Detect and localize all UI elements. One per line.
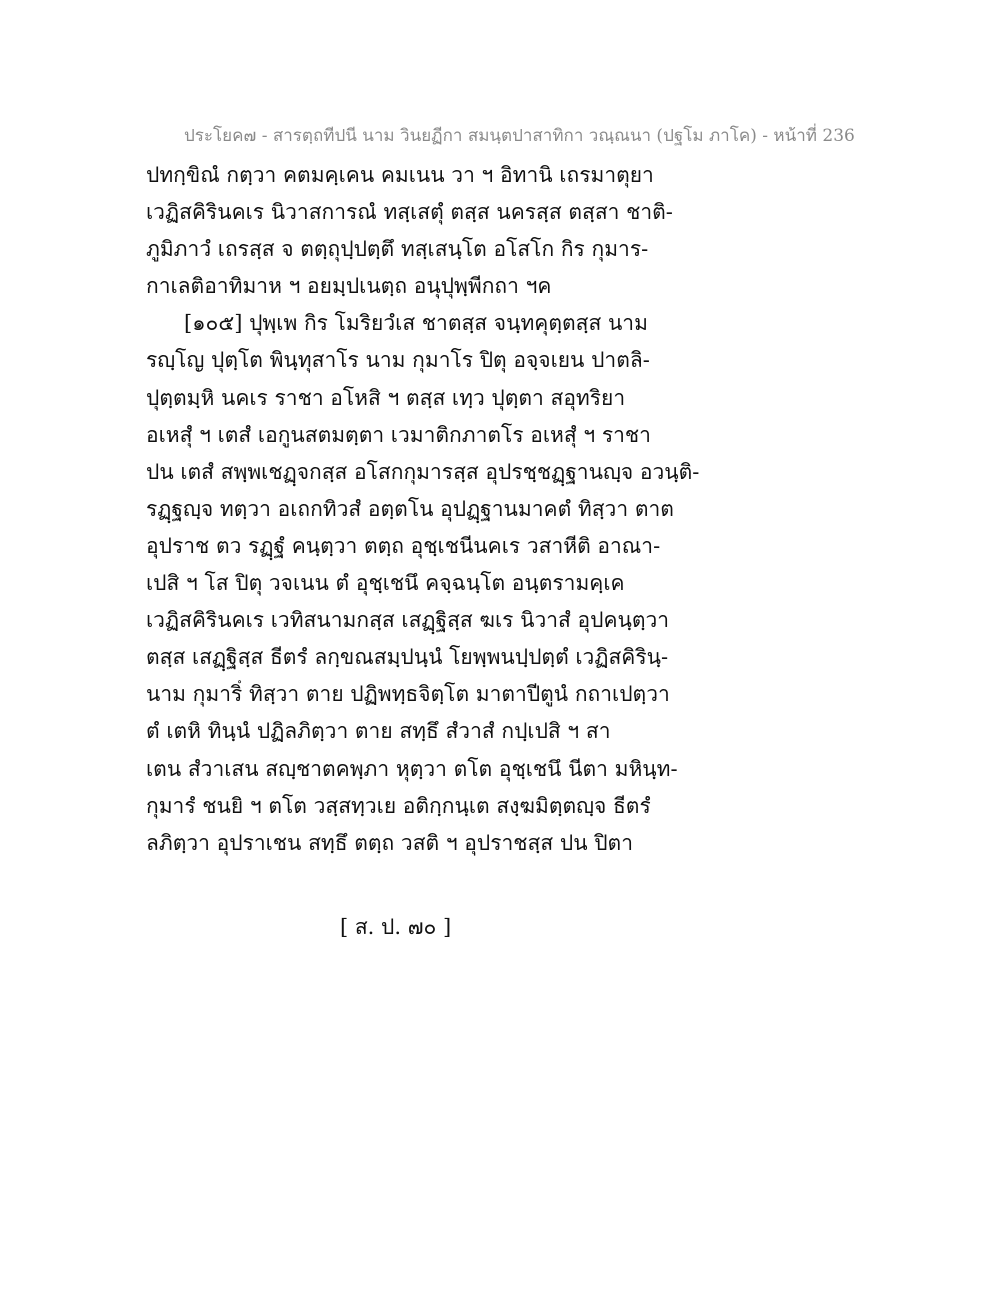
paragraph-105 <box>146 305 846 861</box>
text-line: ลภิตฺวา อุปราเชน สทฺธึ ตตฺถ วสติ ฯ อุปราชสฺส ปน ปิตา <box>146 830 633 855</box>
body-text <box>146 157 846 862</box>
text-line: เปสิ ฯ โส ปิตุ วจเนน ตํ อุชฺเชนึ คจฺฉนฺโต อนฺตรามคฺเค <box>146 571 625 596</box>
text-line: อเหสุํ ฯ เตสํ เอกูนสตมตฺตา เวมาติกภาตโร อเหสุํ ฯ ราชา <box>146 422 651 447</box>
text-line: ภูมิภาวํ เถรสฺส จ ตตฺถุปฺปตฺตึ ทสฺเสนฺโต อโสโก กิร กุมาร- <box>146 237 649 262</box>
text-line: ปน เตสํ สพฺพเชฏฺจกสฺส อโสกกุมารสฺส อุปรชฺชฏฺฐานญฺจ อวนฺติ- <box>146 459 700 484</box>
page-reference: [ ส. ป. ๗๐ ] <box>340 915 452 939</box>
running-header: ประโยค๗ - สารตฺถทีปนี นาม วินยฏีกา สมนฺตปาสาทิกา วณฺณนา (ปฐโม ภาโค) - หน้าที่ 236 <box>184 126 855 146</box>
text-line: ตสฺส เสฏฺฐิสฺส ธีตรํ ลกฺขณสมฺปนฺนํ โยพฺพนปฺปตฺตํ เวฏิสคิรินฺ- <box>146 645 669 670</box>
text-line: รฏฺฐญฺจ ทตฺวา อเถกทิวสํ อตฺตโน อุปฏฺฐานมาคตํ ทิสฺวา ตาต <box>146 496 674 521</box>
text-line: กุมารํ ชนยิ ฯ ตโต วสฺสทฺวเย อติกฺกนฺเต สงฺฆมิตฺตญฺจ ธีตรํ <box>146 793 651 818</box>
text-line: เตน สํวาเสน สญฺชาตคพฺภา หุตฺวา ตโต อุชฺเชนึ นีตา มหินฺท- <box>146 756 678 781</box>
text-line: นาม กุมาริํ ทิสฺวา ตาย ปฏิพทฺธจิตฺโต มาตาปีตูนํ กถาเปตฺวา <box>146 682 670 707</box>
text-line: อุปราช ตว รฏฺฐํ คนฺตฺวา ตตฺถ อุชฺเชนีนคเร วสาหีติ อาณา- <box>146 533 661 558</box>
paragraph-continuation <box>146 157 846 305</box>
text-line: เวฏิสคิรินคเร เวทิสนามกสฺส เสฏฺฐิสฺส ฆเร นิวาสํ อุปคนฺตฺวา <box>146 608 670 633</box>
text-line: เวฏิสคิรินคเร นิวาสการณํ ทสฺเสตุํ ตสฺส นครสฺส ตสฺสา ชาติ- <box>146 200 673 225</box>
text-line-first: [๑๐๕] ปุพฺเพ กิร โมริยวํเส ชาตสฺส จนฺทคุตฺตสฺส นาม <box>184 311 648 336</box>
text-line: รญฺโญ ปุตฺโต พินฺทุสาโร นาม กุมาโร ปิตุ อจฺจเยน ปาตลิ- <box>146 348 650 373</box>
text-line: ตํ เตหิ ทินฺนํ ปฏิลภิตฺวา ตาย สทฺธึ สํวาสํ กปฺเปสิ ฯ สา <box>146 719 611 744</box>
text-line: ปุตฺตมฺหิ นคเร ราชา อโหสิ ฯ ตสฺส เทฺว ปุตฺตา สอุทริยา <box>146 385 626 410</box>
text-line: กาเลติอาทิมาห ฯ อยมฺปเนตฺถ อนุปุพฺพีกถา ฯค <box>146 274 552 299</box>
text-line: ปทกฺขิณํ กตฺวา คตมคฺเคน คมเนน วา ฯ อิทานิ เถรมาตุยา <box>146 163 654 187</box>
